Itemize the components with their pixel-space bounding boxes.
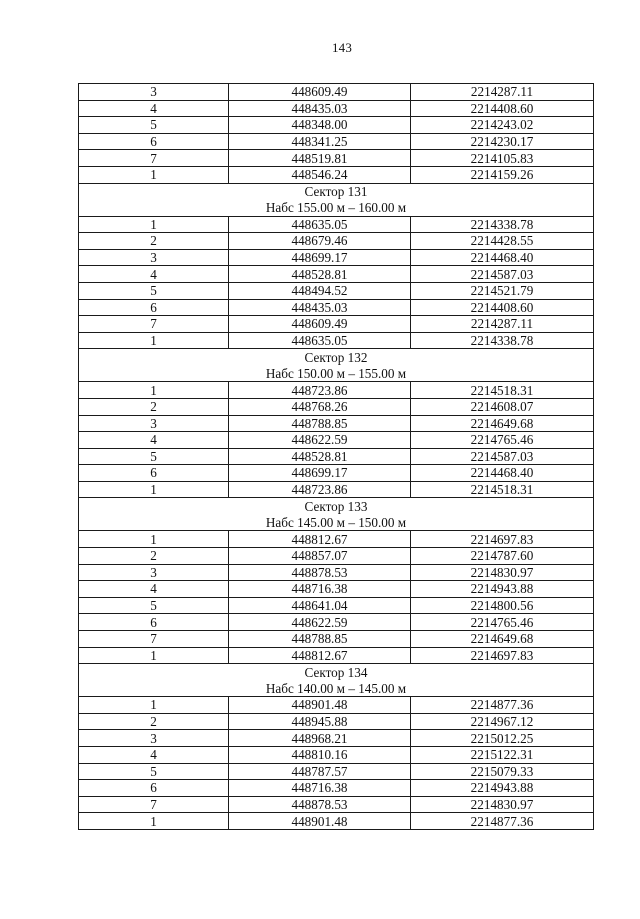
point-number-cell: 4	[79, 747, 229, 764]
y-coordinate-cell: 2214697.83	[411, 531, 594, 548]
point-number-cell: 3	[79, 730, 229, 747]
point-number-cell: 3	[79, 249, 229, 266]
x-coordinate-cell: 448901.48	[229, 697, 411, 714]
y-coordinate-cell: 2214521.79	[411, 282, 594, 299]
point-number-cell: 1	[79, 647, 229, 664]
point-number-cell: 5	[79, 282, 229, 299]
point-number-cell: 1	[79, 332, 229, 349]
point-number-cell: 3	[79, 415, 229, 432]
y-coordinate-cell: 2214697.83	[411, 647, 594, 664]
y-coordinate-cell: 2214943.88	[411, 581, 594, 598]
table-row	[79, 531, 594, 548]
y-coordinate-cell: 2214518.31	[411, 382, 594, 399]
x-coordinate-cell: 448945.88	[229, 713, 411, 730]
x-coordinate-cell: 448768.26	[229, 398, 411, 415]
y-coordinate-cell: 2214877.36	[411, 697, 594, 714]
point-number-cell: 2	[79, 398, 229, 415]
point-number-cell: 5	[79, 597, 229, 614]
point-number-cell: 1	[79, 697, 229, 714]
table-row	[79, 316, 594, 333]
point-number-cell: 1	[79, 481, 229, 498]
point-number-cell: 6	[79, 133, 229, 150]
y-coordinate-cell: 2214159.26	[411, 166, 594, 183]
table-row	[79, 713, 594, 730]
sector-title: Сектор 132	[79, 349, 594, 366]
x-coordinate-cell: 448546.24	[229, 166, 411, 183]
sector-header-row	[79, 183, 594, 200]
point-number-cell: 3	[79, 564, 229, 581]
y-coordinate-cell: 2214967.12	[411, 713, 594, 730]
table-row	[79, 548, 594, 565]
x-coordinate-cell: 448901.48	[229, 813, 411, 830]
table-row	[79, 133, 594, 150]
x-coordinate-cell: 448812.67	[229, 531, 411, 548]
y-coordinate-cell: 2214877.36	[411, 813, 594, 830]
table-row	[79, 233, 594, 250]
point-number-cell: 2	[79, 548, 229, 565]
y-coordinate-cell: 2214787.60	[411, 548, 594, 565]
point-number-cell: 1	[79, 216, 229, 233]
sector-title: Сектор 133	[79, 498, 594, 515]
y-coordinate-cell: 2214587.03	[411, 266, 594, 283]
table-row	[79, 581, 594, 598]
y-coordinate-cell: 2214943.88	[411, 780, 594, 797]
table-row	[79, 432, 594, 449]
table-row	[79, 730, 594, 747]
table-row	[79, 481, 594, 498]
table-row	[79, 216, 594, 233]
table-row	[79, 382, 594, 399]
x-coordinate-cell: 448716.38	[229, 780, 411, 797]
x-coordinate-cell: 448788.85	[229, 631, 411, 648]
sector-elevation-range: Набс 145.00 м – 150.00 м	[79, 514, 594, 531]
x-coordinate-cell: 448788.85	[229, 415, 411, 432]
point-number-cell: 4	[79, 581, 229, 598]
table-row	[79, 763, 594, 780]
y-coordinate-cell: 2214408.60	[411, 100, 594, 117]
point-number-cell: 1	[79, 166, 229, 183]
y-coordinate-cell: 2214468.40	[411, 249, 594, 266]
point-number-cell: 7	[79, 150, 229, 167]
point-number-cell: 7	[79, 316, 229, 333]
y-coordinate-cell: 2214765.46	[411, 614, 594, 631]
table-row	[79, 117, 594, 134]
y-coordinate-cell: 2214287.11	[411, 316, 594, 333]
table-row	[79, 597, 594, 614]
x-coordinate-cell: 448699.17	[229, 465, 411, 482]
y-coordinate-cell: 2214518.31	[411, 481, 594, 498]
x-coordinate-cell: 448968.21	[229, 730, 411, 747]
coordinates-table	[78, 83, 594, 830]
x-coordinate-cell: 448635.05	[229, 216, 411, 233]
table-row	[79, 780, 594, 797]
table-row	[79, 282, 594, 299]
y-coordinate-cell: 2214338.78	[411, 332, 594, 349]
x-coordinate-cell: 448341.25	[229, 133, 411, 150]
table-row	[79, 249, 594, 266]
sector-title: Сектор 134	[79, 664, 594, 681]
table-row	[79, 100, 594, 117]
point-number-cell: 4	[79, 100, 229, 117]
x-coordinate-cell: 448810.16	[229, 747, 411, 764]
y-coordinate-cell: 2214338.78	[411, 216, 594, 233]
point-number-cell: 2	[79, 233, 229, 250]
table-row	[79, 299, 594, 316]
x-coordinate-cell: 448494.52	[229, 282, 411, 299]
point-number-cell: 6	[79, 614, 229, 631]
x-coordinate-cell: 448519.81	[229, 150, 411, 167]
point-number-cell: 4	[79, 432, 229, 449]
sector-range-row	[79, 514, 594, 531]
y-coordinate-cell: 2215079.33	[411, 763, 594, 780]
point-number-cell: 7	[79, 631, 229, 648]
y-coordinate-cell: 2214608.07	[411, 398, 594, 415]
x-coordinate-cell: 448622.59	[229, 432, 411, 449]
table-row	[79, 465, 594, 482]
y-coordinate-cell: 2214830.97	[411, 564, 594, 581]
table-row	[79, 813, 594, 830]
y-coordinate-cell: 2214800.56	[411, 597, 594, 614]
table-row	[79, 398, 594, 415]
x-coordinate-cell: 448528.81	[229, 266, 411, 283]
y-coordinate-cell: 2215012.25	[411, 730, 594, 747]
y-coordinate-cell: 2214428.55	[411, 233, 594, 250]
x-coordinate-cell: 448635.05	[229, 332, 411, 349]
x-coordinate-cell: 448723.86	[229, 382, 411, 399]
point-number-cell: 5	[79, 117, 229, 134]
x-coordinate-cell: 448878.53	[229, 564, 411, 581]
table-row	[79, 266, 594, 283]
point-number-cell: 6	[79, 299, 229, 316]
x-coordinate-cell: 448435.03	[229, 100, 411, 117]
x-coordinate-cell: 448716.38	[229, 581, 411, 598]
sector-range-row	[79, 200, 594, 217]
sector-header-row	[79, 349, 594, 366]
page-number: 143	[331, 40, 353, 55]
sector-range-row	[79, 365, 594, 382]
x-coordinate-cell: 448641.04	[229, 597, 411, 614]
y-coordinate-cell: 2214830.97	[411, 796, 594, 813]
point-number-cell: 6	[79, 465, 229, 482]
point-number-cell: 1	[79, 813, 229, 830]
x-coordinate-cell: 448609.49	[229, 316, 411, 333]
y-coordinate-cell: 2214468.40	[411, 465, 594, 482]
table-row	[79, 166, 594, 183]
y-coordinate-cell: 2214287.11	[411, 84, 594, 101]
x-coordinate-cell: 448435.03	[229, 299, 411, 316]
x-coordinate-cell: 448699.17	[229, 249, 411, 266]
y-coordinate-cell: 2214408.60	[411, 299, 594, 316]
y-coordinate-cell: 2215122.31	[411, 747, 594, 764]
x-coordinate-cell: 448679.46	[229, 233, 411, 250]
x-coordinate-cell: 448857.07	[229, 548, 411, 565]
y-coordinate-cell: 2214243.02	[411, 117, 594, 134]
x-coordinate-cell: 448528.81	[229, 448, 411, 465]
sector-header-row	[79, 664, 594, 681]
x-coordinate-cell: 448348.00	[229, 117, 411, 134]
sector-elevation-range: Набс 140.00 м – 145.00 м	[79, 680, 594, 697]
y-coordinate-cell: 2214105.83	[411, 150, 594, 167]
x-coordinate-cell: 448609.49	[229, 84, 411, 101]
table-row	[79, 150, 594, 167]
point-number-cell: 3	[79, 84, 229, 101]
sector-elevation-range: Набс 155.00 м – 160.00 м	[79, 200, 594, 217]
point-number-cell: 2	[79, 713, 229, 730]
y-coordinate-cell: 2214765.46	[411, 432, 594, 449]
table-row	[79, 747, 594, 764]
sector-header-row	[79, 498, 594, 515]
point-number-cell: 1	[79, 382, 229, 399]
x-coordinate-cell: 448812.67	[229, 647, 411, 664]
y-coordinate-cell: 2214230.17	[411, 133, 594, 150]
table-row	[79, 796, 594, 813]
x-coordinate-cell: 448878.53	[229, 796, 411, 813]
point-number-cell: 7	[79, 796, 229, 813]
y-coordinate-cell: 2214587.03	[411, 448, 594, 465]
table-row	[79, 448, 594, 465]
sector-title: Сектор 131	[79, 183, 594, 200]
point-number-cell: 6	[79, 780, 229, 797]
coordinates-table-body	[79, 84, 594, 830]
table-row	[79, 614, 594, 631]
table-row	[79, 415, 594, 432]
point-number-cell: 4	[79, 266, 229, 283]
x-coordinate-cell: 448787.57	[229, 763, 411, 780]
table-row	[79, 647, 594, 664]
point-number-cell: 1	[79, 531, 229, 548]
table-row	[79, 84, 594, 101]
point-number-cell: 5	[79, 763, 229, 780]
y-coordinate-cell: 2214649.68	[411, 415, 594, 432]
table-row	[79, 564, 594, 581]
table-row	[79, 631, 594, 648]
sector-range-row	[79, 680, 594, 697]
table-row	[79, 697, 594, 714]
point-number-cell: 5	[79, 448, 229, 465]
table-row	[79, 332, 594, 349]
x-coordinate-cell: 448723.86	[229, 481, 411, 498]
x-coordinate-cell: 448622.59	[229, 614, 411, 631]
y-coordinate-cell: 2214649.68	[411, 631, 594, 648]
sector-elevation-range: Набс 150.00 м – 155.00 м	[79, 365, 594, 382]
